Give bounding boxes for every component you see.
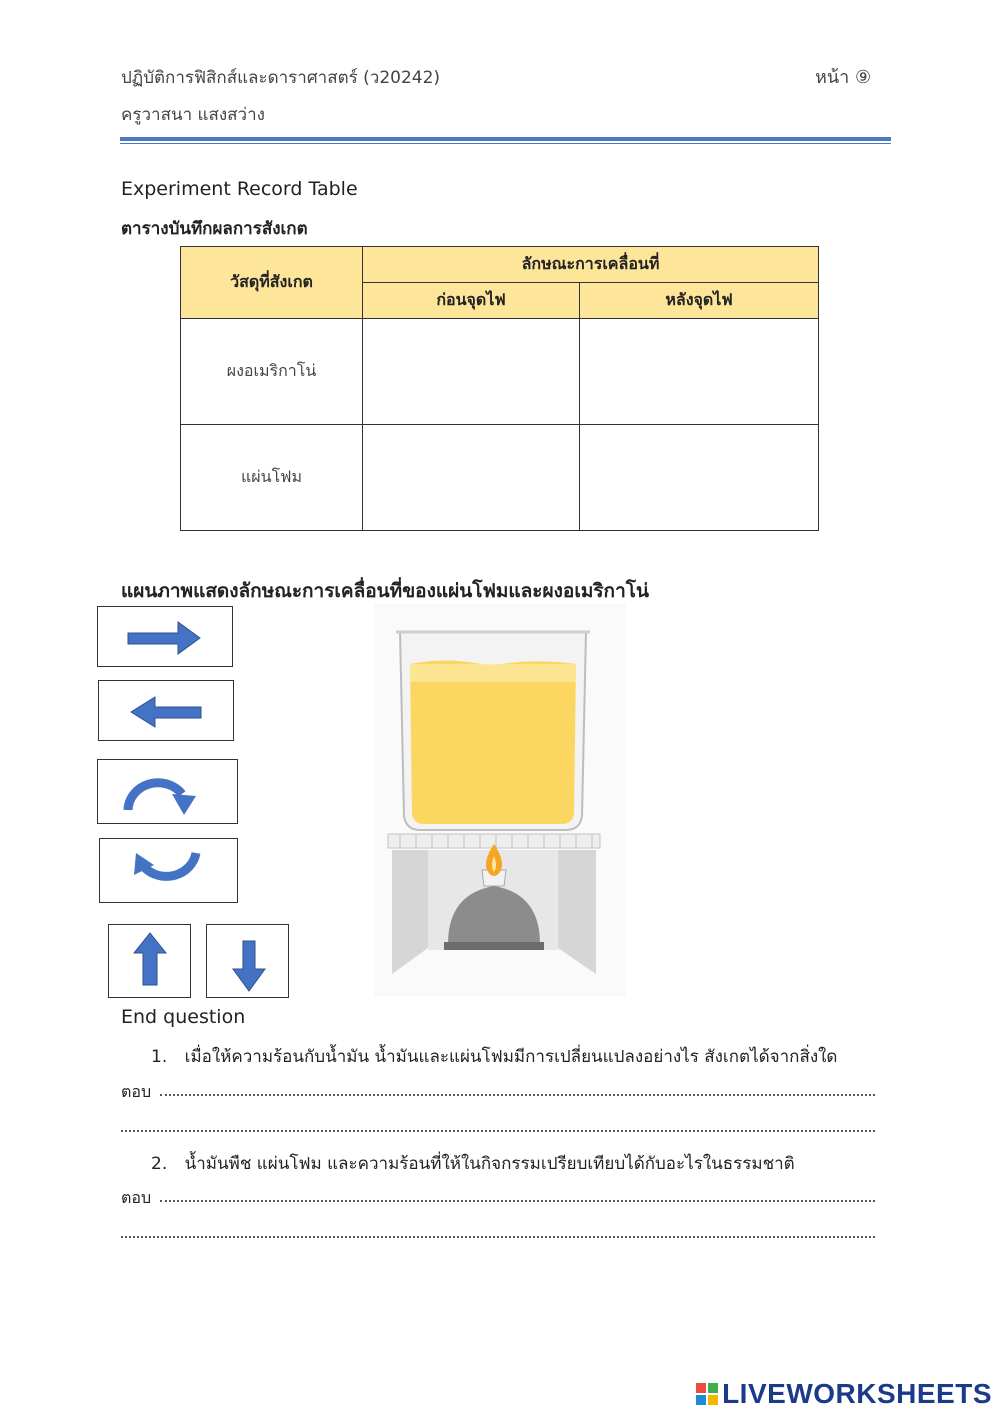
answer-line[interactable] [160,1094,875,1096]
counterclockwise-arrow-icon [100,839,239,904]
header-after: หลังจุดไฟ [580,283,819,319]
page-number: หน้า ⑨ [815,67,872,88]
arrow-up-box[interactable] [108,924,191,998]
arrow-right-icon [98,607,234,668]
arrow-left-icon [99,681,235,742]
answer-cell-after[interactable] [580,425,819,531]
row-object: แผ่นโฟม [181,425,363,531]
header-before: ก่อนจุดไฟ [363,283,580,319]
question-text: เมื่อให้ความร้อนกับน้ำมัน น้ำมันและแผ่นโฟมมีการเปลี่ยนแปลงอย่างไร สังเกตได้จากสิ่งใด [184,1047,838,1067]
arrow-down-icon [207,925,290,999]
end-question-title: End question [121,1006,246,1028]
answer-line[interactable] [160,1200,875,1202]
answer-cell-before[interactable] [363,425,580,531]
arrow-down-box[interactable] [206,924,289,998]
clockwise-arrow-icon [98,760,239,825]
beaker-burner-illustration [370,604,630,1000]
question-text: น้ำมันพืช แผ่นโฟม และความร้อนที่ให้ในกิจกรรมเปรียบเทียบได้กับอะไรในธรรมชาติ [184,1154,795,1174]
arrow-clockwise-box[interactable] [97,759,238,824]
brand-badge-icon [696,1383,718,1405]
header-rule-thin [120,143,891,144]
arrow-up-icon [109,925,192,999]
question-2 [151,1150,795,1177]
arrow-counterclockwise-box[interactable] [99,838,238,903]
answer-label: ตอบ [121,1082,152,1101]
arrow-right-box[interactable] [97,606,233,667]
question-1 [151,1043,837,1070]
question-number: 2. [151,1154,168,1174]
table-row [181,425,819,531]
answer-line[interactable] [121,1236,875,1238]
arrow-left-box[interactable] [98,680,234,741]
header-rule [120,137,891,141]
brand-name: LIVEWORKSHEETS [722,1378,992,1409]
answer-cell-before[interactable] [363,319,580,425]
table-row [181,319,819,425]
course-title: ปฏิบัติการฟิสิกส์และดาราศาสตร์ (ว20242) [121,68,441,88]
question-number: 1. [151,1047,168,1067]
answer-cell-after[interactable] [580,319,819,425]
record-title-en: Experiment Record Table [121,178,358,200]
record-table [180,246,819,531]
record-title-th: ตารางบันทึกผลการสังเกต [121,219,308,239]
row-object: ผงอเมริกาโน่ [181,319,363,425]
header-object: วัสดุที่สังเกต [181,247,363,319]
header-motion: ลักษณะการเคลื่อนที่ [363,247,819,283]
answer-label: ตอบ [121,1188,152,1207]
diagram-title: แผนภาพแสดงลักษณะการเคลื่อนที่ของแผ่นโฟมและผงอเมริกาโน่ [121,580,649,602]
teacher-name: ครูวาสนา แสงสว่าง [121,105,265,125]
liveworksheets-logo [696,1378,992,1410]
answer-line[interactable] [121,1130,875,1132]
